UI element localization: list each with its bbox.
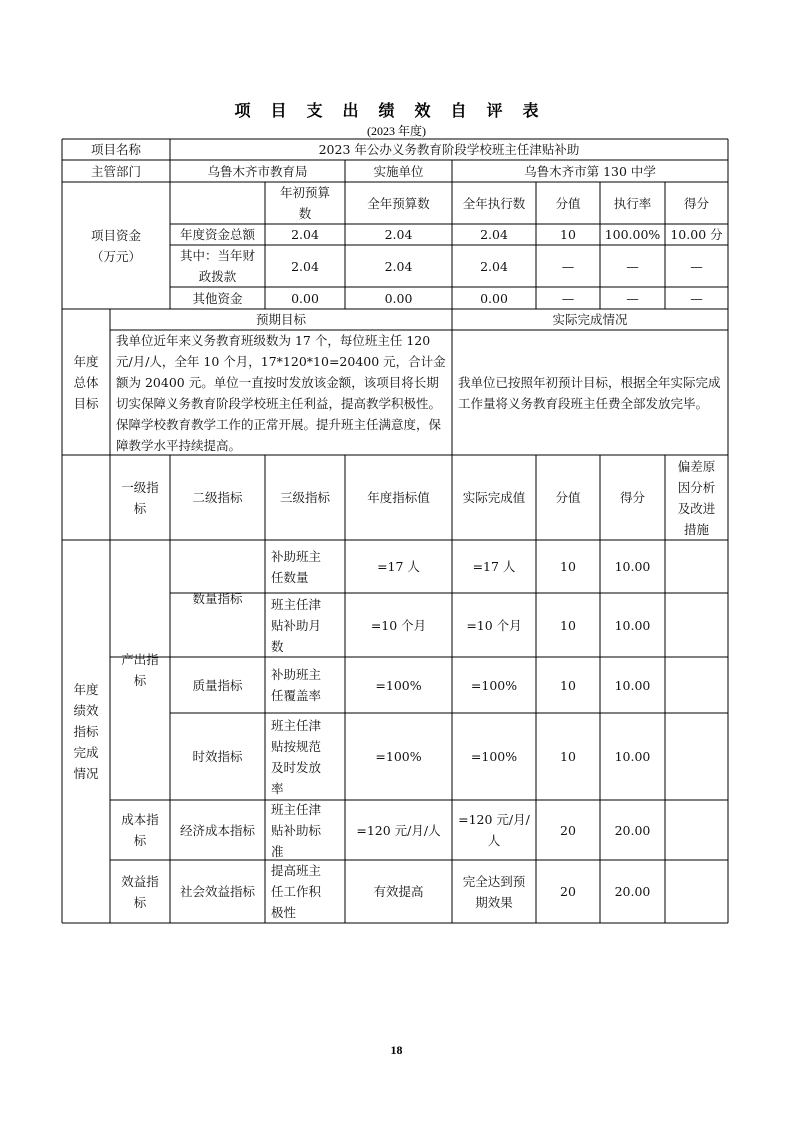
- funds-cell: 2.04: [384, 258, 413, 274]
- indicator-deviation: [665, 713, 728, 800]
- indicator-deviation: [665, 657, 728, 713]
- indicator-score-value: 10: [560, 677, 576, 693]
- project-name-label: 项目名称: [90, 142, 141, 157]
- ind-header-target: 年度指标值: [367, 490, 430, 505]
- level3-indicator: [265, 713, 345, 800]
- level3-indicator: [265, 540, 345, 593]
- funds-header-score-value: 分值: [555, 195, 581, 211]
- funds-cell: —: [690, 290, 703, 306]
- indicator-score-value: 10: [560, 559, 576, 574]
- funds-header-score: 得分: [683, 195, 709, 211]
- goals-section-label-text: 年度 总体 目标: [73, 353, 99, 411]
- level3-indicator: [265, 657, 345, 713]
- funds-section-label: [62, 182, 170, 309]
- level2-timeliness: 时效指标: [192, 749, 243, 764]
- indicator-actual: =100%: [470, 677, 518, 693]
- funds-cell: 10.00 分: [670, 227, 723, 242]
- level2-quality: 质量指标: [192, 677, 243, 693]
- indicator-score: 10.00: [614, 617, 651, 633]
- level3-text: 提高班主 任工作积 极性: [271, 863, 322, 920]
- indicator-deviation: [665, 800, 728, 860]
- funds-cell: —: [561, 290, 575, 306]
- level1-text: 效益指 标: [121, 873, 159, 910]
- indicator-actual: [452, 800, 536, 860]
- level3-indicator: [265, 800, 345, 860]
- ind-header-text: 偏差原 因分析 及改进 措施: [677, 458, 716, 537]
- goals-planned-header: 预期目标: [255, 312, 306, 327]
- funds-cell: —: [690, 258, 703, 274]
- indicator-score-value: 20: [560, 884, 576, 899]
- funds-section-label-text: 项目资金 （万元）: [90, 227, 141, 264]
- ind-header-level2: 二级指标: [192, 490, 243, 505]
- level3-text: 补助班主 任数量: [271, 548, 322, 585]
- funds-cell: 0.00: [480, 290, 508, 306]
- indicator-score-value: 20: [560, 822, 576, 838]
- ind-header-level3: 三级指标: [279, 490, 330, 505]
- indicator-target: =100%: [375, 677, 422, 693]
- level3-text: 班主任津 贴补助月 数: [271, 596, 322, 654]
- indicator-deviation: [665, 540, 728, 593]
- indicator-target: =100%: [375, 749, 422, 764]
- goals-actual-text-content: 我单位已按照年初预计目标，根据全年实际完成工作量将义务教育段班主任费全部发放完毕。: [458, 374, 721, 411]
- ind-header-score-value: 分值: [555, 490, 581, 505]
- impl-unit-value: 乌鲁木齐市第 130 中学: [524, 163, 656, 179]
- level3-indicator: [265, 593, 345, 657]
- ind-header-level1: [110, 455, 170, 540]
- funds-cell: 2.04: [480, 227, 508, 242]
- indicator-actual: =17 人: [472, 559, 516, 574]
- indicator-target: 有效提高: [373, 884, 424, 899]
- dept-value: 乌鲁木齐市教育局: [207, 163, 308, 179]
- indicator-score: 20.00: [614, 884, 651, 899]
- indicator-target: =17 人: [377, 559, 420, 574]
- funds-cell: 2.04: [384, 227, 413, 242]
- funds-cell: 2.04: [480, 258, 508, 274]
- indicator-target: =120 元/月/人: [356, 822, 441, 838]
- funds-header-exec-rate: 执行率: [613, 195, 652, 211]
- funds-cell: 10: [560, 227, 576, 242]
- funds-header-annual-budget: 全年预算数: [367, 195, 430, 211]
- impl-unit-label: 实施单位: [373, 163, 424, 179]
- funds-row-label: [170, 245, 265, 287]
- funds-header-initial-budget: [265, 182, 345, 224]
- funds-cell: 100.00%: [604, 227, 661, 242]
- level2-economic-cost: 经济成本指标: [179, 822, 255, 838]
- funds-row-label: 年度资金总额: [179, 227, 255, 242]
- indicator-score: 10.00: [614, 559, 651, 574]
- level1-benefit: [110, 860, 170, 923]
- indicator-actual: [452, 860, 536, 923]
- indicator-score: 20.00: [614, 822, 651, 838]
- funds-row-label-text: 其中：当年财 政拨款: [179, 248, 255, 284]
- funds-header-executed: 全年执行数: [462, 195, 526, 211]
- goals-section-label: [62, 309, 110, 455]
- indicators-section-label: [62, 540, 110, 923]
- goals-actual-header: 实际完成情况: [552, 312, 628, 327]
- ind-header-score: 得分: [619, 490, 645, 505]
- funds-row-label: 其他资金: [192, 290, 243, 306]
- project-name-value: 2023 年公办义务教育阶段学校班主任津贴补助: [318, 142, 580, 157]
- indicator-score: 10.00: [614, 677, 651, 693]
- indicator-deviation: [665, 860, 728, 923]
- indicator-actual: =100%: [470, 749, 518, 764]
- page-number: 18: [390, 1043, 403, 1057]
- document-title: 项目支出绩效自评表: [234, 101, 559, 120]
- funds-cell: 2.04: [291, 258, 319, 274]
- level1-text: 成本指 标: [121, 812, 159, 848]
- funds-cell: 0.00: [384, 290, 413, 306]
- indicator-score-value: 10: [560, 749, 576, 764]
- goals-planned-text: [110, 330, 452, 455]
- level2-quantity: 数量指标: [192, 591, 243, 606]
- ind-header-actual: 实际完成值: [462, 490, 526, 505]
- indicator-score-value: 10: [560, 617, 576, 633]
- year-note: (2023 年度): [367, 124, 426, 138]
- indicator-actual-text: =120 元/月/ 人: [458, 812, 530, 848]
- level3-text: 补助班主 任覆盖率: [271, 667, 322, 703]
- funds-cell: —: [626, 290, 639, 306]
- ind-header-deviation: [665, 455, 728, 540]
- indicators-section-label-text: 年度 绩效 指标 完成 情况: [73, 682, 99, 781]
- indicator-deviation: [665, 593, 728, 657]
- funds-cell: 0.00: [291, 290, 319, 306]
- level2-social-benefit: 社会效益指标: [179, 884, 255, 899]
- level3-text: 班主任津 贴补助标 准: [271, 801, 322, 859]
- goals-actual-text: [452, 330, 728, 455]
- level3-indicator: [265, 860, 345, 923]
- indicator-target: =10 个月: [370, 617, 427, 633]
- dept-label: 主管部门: [90, 163, 141, 179]
- goals-planned-text-content: 我单位近年来义务教育班级数为 17 个，每位班主任 120 元/月/人，全年 10 个月，17*120*10=20400 元，合计金额为 20400 元。单位一直按时发放该金额，该项目将长期切实保障义务教育阶段学校班主任利益，提高教学积极性。保障学校教育教学工作的正常开展。提升班主任满意度，保障教学水平持续提高。: [116, 332, 446, 453]
- indicator-actual-text: 完全达到预 期效果: [462, 873, 526, 910]
- level3-text: 班主任津 贴按规范 及时发放 率: [271, 717, 322, 796]
- funds-header-text: 年初预算 数: [279, 185, 330, 221]
- funds-cell: —: [561, 258, 575, 274]
- indicator-score: 10.00: [614, 749, 651, 764]
- indicator-actual: =10 个月: [466, 617, 522, 633]
- funds-cell: 2.04: [291, 227, 319, 242]
- level1-text: 产出指 标: [121, 652, 159, 688]
- ind-header-text: 一级指 标: [121, 479, 159, 516]
- level1-output: [110, 540, 170, 800]
- level1-cost: [110, 800, 170, 860]
- funds-cell: —: [626, 258, 639, 274]
